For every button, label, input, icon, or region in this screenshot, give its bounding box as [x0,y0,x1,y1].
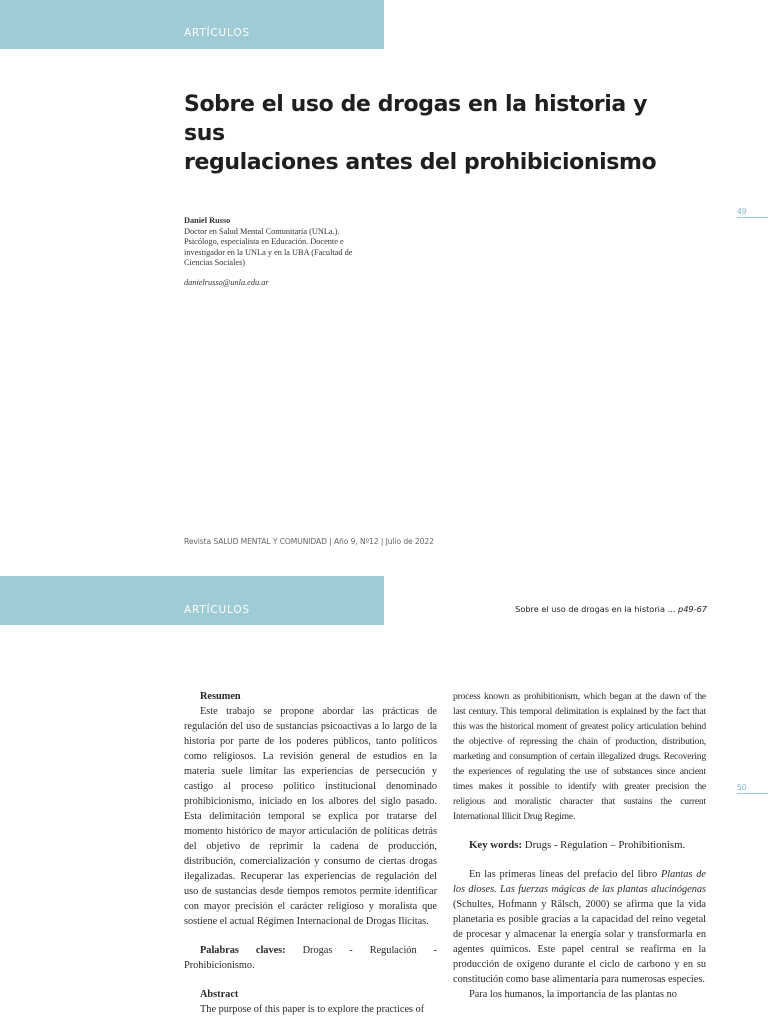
journal-info: Revista SALUD MENTAL Y COMUNIDAD | Año 9, Nº12 | Julio de 2022 [184,537,434,546]
book-title: Plantas de los dioses. Las fuerzas mágicas de las plantas alucinógenas [453,869,706,895]
running-head-pages: p49-67 [678,604,707,614]
author-email-link[interactable]: danielrusso@unla.edu.ar [184,277,269,287]
author-affiliation-line: Psicólogo, especialista en Educación. Docente e [184,237,344,247]
article-title [184,90,664,177]
resumen-heading: Resumen [200,691,241,702]
author-affiliation-line: investigador en la UNLa y en la UBA (Facultad de [184,247,353,257]
author-affiliation-line: Doctor en Salud Mental Comunitaria (UNLa.). [184,226,340,236]
abstract-heading: Abstract [200,989,239,1000]
section-label: ARTÍCULOS [184,27,250,39]
palabras-claves-label: Palabras claves: [200,945,286,956]
running-head [515,604,707,614]
title-line-2: regulaciones antes del prohibicionismo [184,150,657,175]
page-number: 49 [737,207,747,216]
key-words-text: Drugs - Regulation – Prohibitionism. [524,839,686,851]
title-line-1: Sobre el uso de drogas en la historia y sus [184,92,648,146]
body-text: En las primeras líneas del prefacio del libro [469,869,661,880]
abstract-text-continued: process known as prohibitionism, which began at the dawn of the last century. This temporal delimitation is explained by the fact that this was the historical moment of greatest policy articulation behind the objective of repressing the chain of production, distribution, marketing and consumption of certain illegalized drugs. Recovering the experiences of regulating the use of substances since ancient times makes it possible to identify with greater precision the religious and moralistic character that sustains the current International Illicit Drug Regime. [453,691,706,822]
section-banner [0,0,384,49]
author-affiliation-line: Ciencias Sociales) [184,258,246,268]
body-paragraph: Para los humanos, la importancia de las plantas no [469,989,677,1000]
key-words-label: Key words: [469,839,523,851]
section-label: ARTÍCULOS [184,604,250,616]
resumen-text: Este trabajo se propone abordar las prácticas de regulación del uso de sustancias psicoactivas a lo largo de la historia por parte de los poderes públicos, tanto políticos como religiosos. La revisión general de estudios en la materia suele limitar las experiencias de persecución y castigo al proceso político institucional denominado prohibicionismo, iniciado en los albores del siglo pasado. Esta delimitación temporal se explica por tratarse del momento histórico de mayor articulación de políticas detrás del objetivo de reprimir la cadena de producción, distribución, comercialización y consumo de ciertas drogas ilegalizadas. Recuperar las experiencias de regulación del uso de sustancias desde tiempos remotos permite identificar con mayor precisión el carácter religioso y moralista que sostiene el actual Régimen Internacional de Drogas Ilícitas. [184,706,437,927]
body-text: (Schultes, Hofmann y Rälsch, 2000) se afirma que la vida planetaria es posible gracias a la capacidad del reino vegetal de procesar y almacenar la energía solar y transformarla en agentes químicos. Este papel central se reafirma en la producción de oxígeno durante el ciclo de carbono y en su constitución como base alimentaria para numerosas especies. [453,899,706,985]
abstract-text-start: The purpose of this paper is to explore the practices of [200,1004,425,1015]
palabras-claves-text: Drogas - Regulación - Prohibicionismo. [184,945,437,971]
left-column [184,689,437,1017]
author-block [184,216,374,289]
key-words [453,838,706,853]
page-number-rule [737,217,768,218]
section-banner [0,576,384,625]
running-head-title: Sobre el uso de drogas en la historia ... [515,604,676,614]
body-paragraph [453,867,706,987]
right-column [453,689,706,1002]
author-name: Daniel Russo [184,216,231,225]
page-number-rule [737,793,768,794]
page-number: 50 [737,783,747,792]
palabras-claves [184,943,437,973]
